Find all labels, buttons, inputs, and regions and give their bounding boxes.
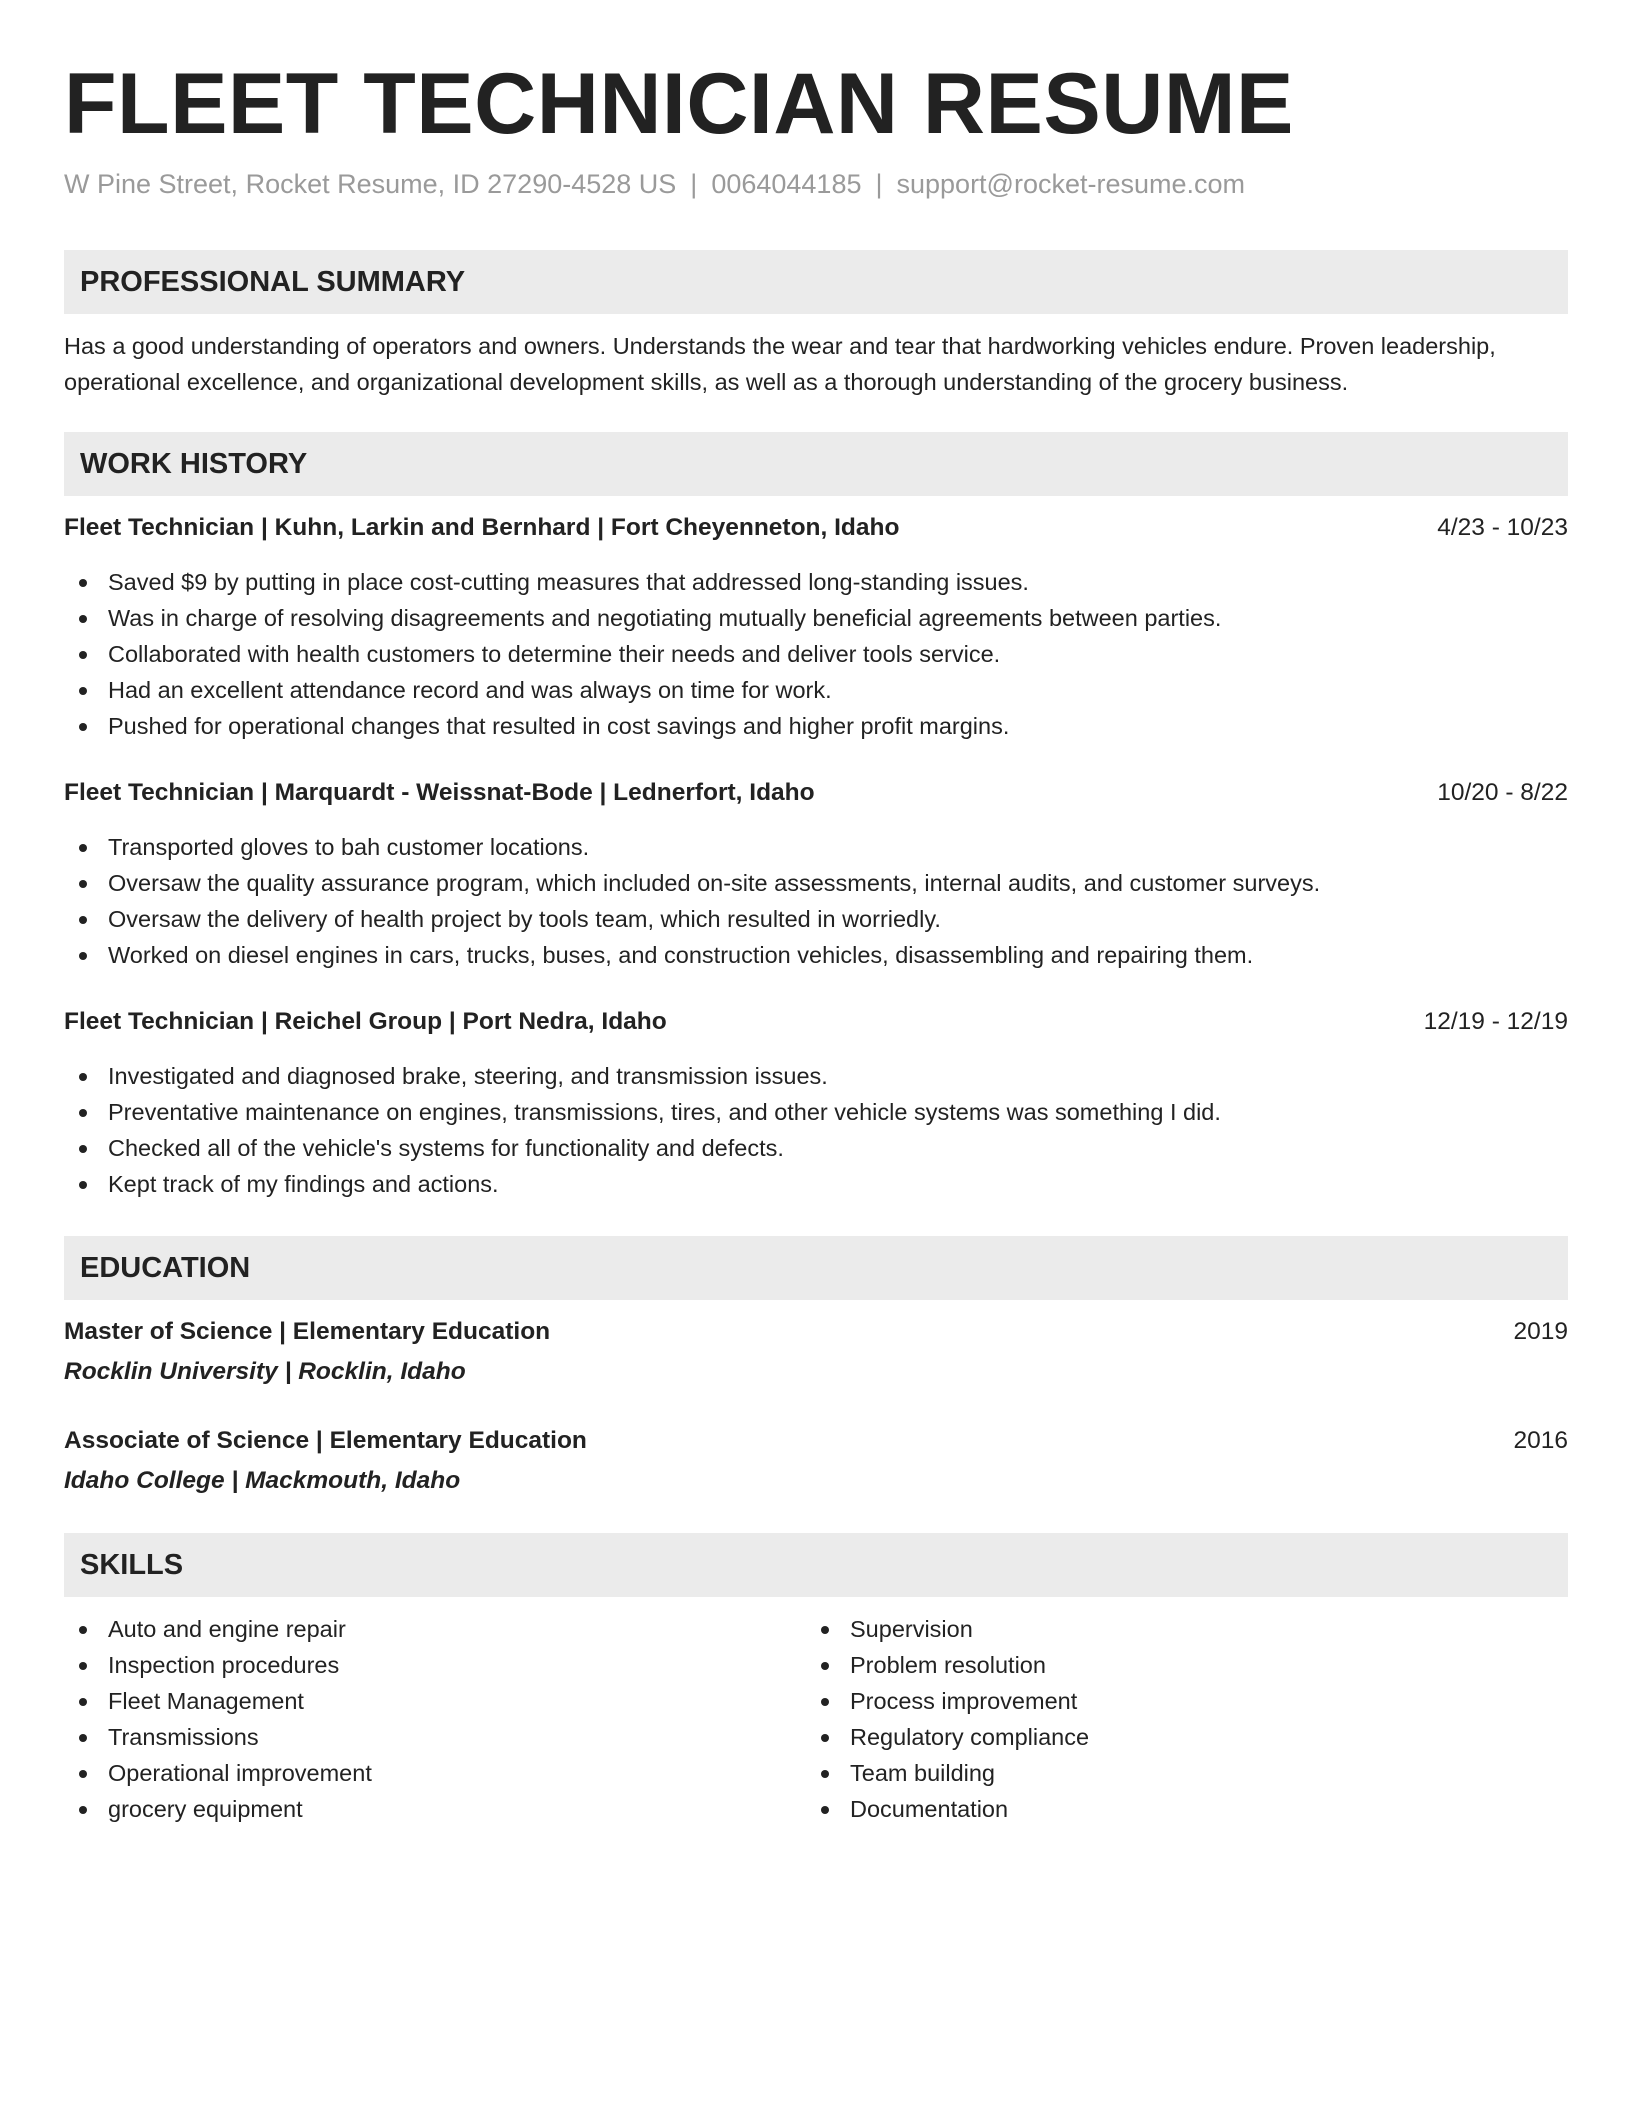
education-school: Idaho College | Mackmouth, Idaho xyxy=(64,1467,461,1494)
summary-heading: PROFESSIONAL SUMMARY xyxy=(64,250,1568,314)
skill-item: Operational improvement xyxy=(64,1755,372,1791)
resume-title: FLEET TECHNICIAN RESUME xyxy=(64,56,1294,152)
education-year: 2016 xyxy=(1513,1427,1568,1454)
job-bullet: Was in charge of resolving disagreements and negotiating mutually beneficial agreements between parties. xyxy=(64,600,1221,636)
skills-list-left xyxy=(64,1611,372,1827)
job-bullet: Collaborated with health customers to determine their needs and deliver tools service. xyxy=(64,636,1221,672)
contact-separator: | xyxy=(690,169,698,199)
education-year: 2019 xyxy=(1513,1318,1568,1345)
job-title: Fleet Technician | Kuhn, Larkin and Bernhard | Fort Cheyenneton, Idaho xyxy=(64,514,900,541)
job-dates: 12/19 - 12/19 xyxy=(1423,1008,1568,1035)
education-entry-header xyxy=(64,1423,1568,1459)
skill-item: Auto and engine repair xyxy=(64,1611,372,1647)
job-bullet: Had an excellent attendance record and was always on time for work. xyxy=(64,672,1221,708)
education-degree: Master of Science | Elementary Education xyxy=(64,1318,551,1345)
education-degree: Associate of Science | Elementary Education xyxy=(64,1427,587,1454)
job-bullet-list xyxy=(64,829,1320,973)
skill-item: Regulatory compliance xyxy=(806,1719,1089,1755)
job-header xyxy=(64,775,1568,811)
contact-line xyxy=(64,166,1245,202)
job-dates: 4/23 - 10/23 xyxy=(1437,514,1568,541)
job-bullet: Saved $9 by putting in place cost-cutting measures that addressed long-standing issues. xyxy=(64,564,1221,600)
job-title: Fleet Technician | Marquardt - Weissnat-Bode | Lednerfort, Idaho xyxy=(64,779,815,806)
skill-item: Process improvement xyxy=(806,1683,1089,1719)
contact-address: W Pine Street, Rocket Resume, ID 27290-4528 US xyxy=(64,169,677,199)
job-bullet: Worked on diesel engines in cars, trucks, buses, and construction vehicles, disassembling and repairing them. xyxy=(64,937,1320,973)
education-school: Rocklin University | Rocklin, Idaho xyxy=(64,1358,466,1385)
skill-item: Problem resolution xyxy=(806,1647,1089,1683)
skill-item: Supervision xyxy=(806,1611,1089,1647)
contact-phone: 0064044185 xyxy=(711,169,862,199)
job-title: Fleet Technician | Reichel Group | Port Nedra, Idaho xyxy=(64,1008,667,1035)
job-bullet-list xyxy=(64,564,1221,744)
skills-list-right xyxy=(806,1611,1089,1827)
job-bullet: Preventative maintenance on engines, transmissions, tires, and other vehicle systems was something I did. xyxy=(64,1094,1221,1130)
job-bullet: Pushed for operational changes that resulted in cost savings and higher profit margins. xyxy=(64,708,1221,744)
job-bullet: Transported gloves to bah customer locations. xyxy=(64,829,1320,865)
skill-item: Team building xyxy=(806,1755,1089,1791)
job-bullet: Checked all of the vehicle's systems for functionality and defects. xyxy=(64,1130,1221,1166)
contact-email: support@rocket-resume.com xyxy=(896,169,1246,199)
job-bullet: Oversaw the quality assurance program, which included on-site assessments, internal audits, and customer surveys. xyxy=(64,865,1320,901)
education-entry-header xyxy=(64,1314,1568,1350)
skills-heading: SKILLS xyxy=(64,1533,1568,1597)
summary-text: Has a good understanding of operators and owners. Understands the wear and tear that hardworking vehicles endure. Proven leadership, operational excellence, and organizational development skills, as well as a thorough understanding of the grocery business. xyxy=(64,333,1496,395)
work-history-heading: WORK HISTORY xyxy=(64,432,1568,496)
education-heading: EDUCATION xyxy=(64,1236,1568,1300)
job-header xyxy=(64,510,1568,546)
skill-item: grocery equipment xyxy=(64,1791,372,1827)
job-bullet-list xyxy=(64,1058,1221,1202)
contact-separator: | xyxy=(875,169,883,199)
skill-item: Transmissions xyxy=(64,1719,372,1755)
skill-item: Inspection procedures xyxy=(64,1647,372,1683)
skill-item: Fleet Management xyxy=(64,1683,372,1719)
job-header xyxy=(64,1004,1568,1040)
job-bullet: Oversaw the delivery of health project by tools team, which resulted in worriedly. xyxy=(64,901,1320,937)
job-dates: 10/20 - 8/22 xyxy=(1437,779,1568,806)
job-bullet: Kept track of my findings and actions. xyxy=(64,1166,1221,1202)
skill-item: Documentation xyxy=(806,1791,1089,1827)
job-bullet: Investigated and diagnosed brake, steering, and transmission issues. xyxy=(64,1058,1221,1094)
